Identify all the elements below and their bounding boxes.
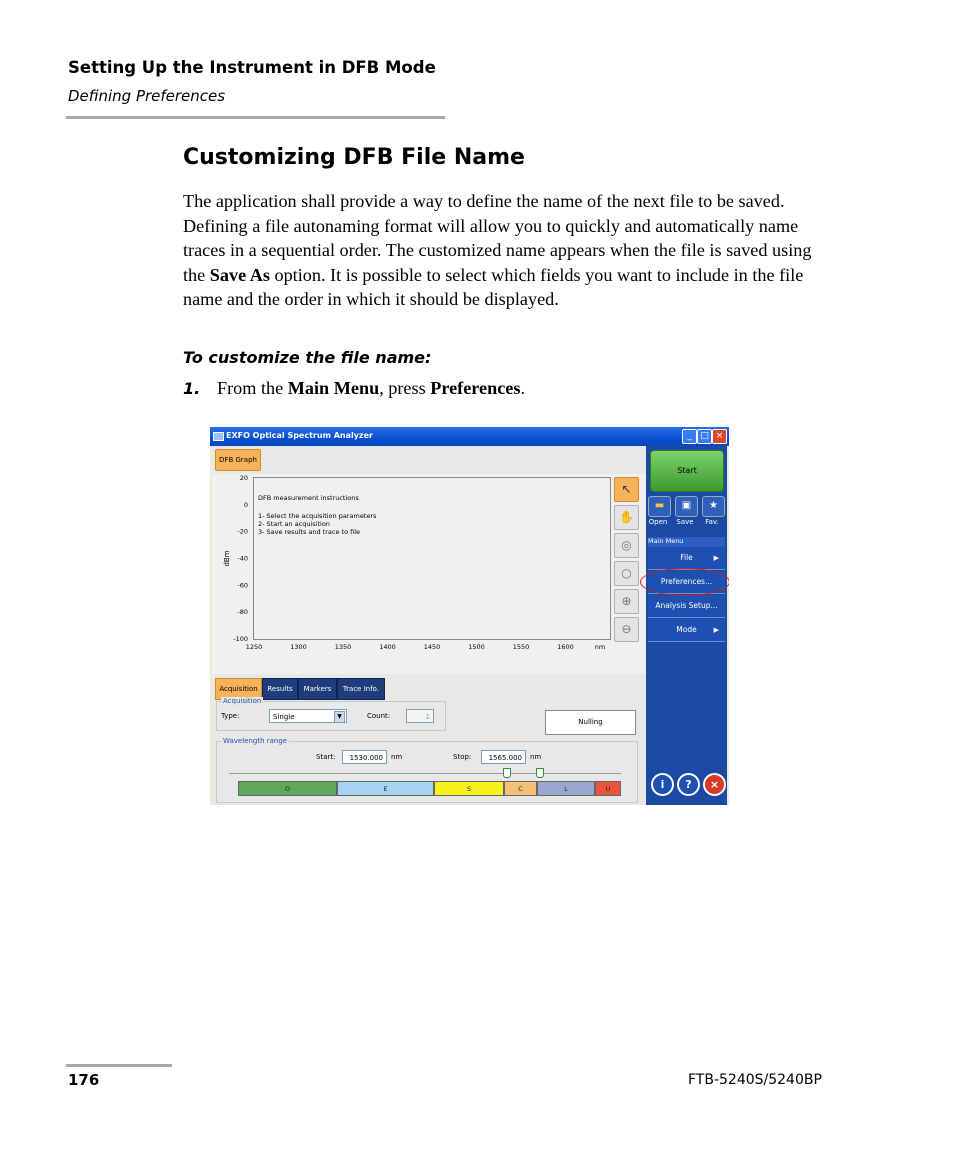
graph-toolbar [612,477,640,649]
stop-slider-handle[interactable] [536,768,544,778]
acquisition-group-label: Acquisition [223,697,262,705]
info-icon: i [660,778,665,791]
band-s: S [434,781,504,796]
x-tick-label: 1300 [290,643,307,651]
bottom-panel [212,674,646,805]
zoom-area-icon[interactable]: ◎ [614,533,639,558]
star-icon: ★ [709,500,718,511]
y-tick-label: -20 [237,527,248,536]
floppy-icon: ▣ [681,500,692,511]
tab-results[interactable]: Results [262,678,298,700]
maximize-button[interactable]: □ [697,429,712,444]
help-icon: ? [685,778,692,791]
y-tick-label: -40 [237,554,248,563]
footer-divider [66,1064,172,1067]
y-tick-label: -80 [237,608,248,617]
band-u: U [595,781,621,796]
menu-item-file[interactable]: File ▶ [648,547,725,570]
page-number: 176 [68,1071,100,1089]
save-label: Save [676,518,694,526]
band-e: E [337,781,434,796]
start-slider-handle[interactable] [503,768,511,778]
x-tick-label: 1350 [334,643,352,651]
sidebar [646,446,727,805]
y-tick-label: 20 [239,474,248,482]
exit-button[interactable] [703,773,726,796]
section-subtitle: Defining Preferences [68,87,226,105]
main-menu-title: Main Menu [648,537,725,547]
type-label: Type: [221,712,240,720]
open-label: Open [648,518,668,526]
y-tick-label: 0 [243,500,248,509]
minimize-button[interactable]: _ [682,429,697,444]
zoom-fit-icon[interactable]: ○ [614,561,639,586]
body-paragraph: The application shall provide a way to define the name of the next file to be saved. Defining a file autonaming format will allow you to quickly and automatically name traces in a sequential order. The customized name appears when the file is saved using the Save As option. It is possible to select which fields you want to include in the file name and the order in which it should be displayed. [183,191,812,310]
highlight-oval [640,568,729,596]
plot-area [253,477,611,640]
instruction-line: 3- Save results and trace to file [258,528,361,536]
count-label: Count: [367,712,391,720]
save-button[interactable] [675,496,698,517]
x-tick-label: 1250 [245,643,263,651]
instructions-heading: DFB measurement instructions [258,494,359,502]
x-tick-label: 1550 [512,643,530,651]
graph-area [212,474,646,674]
x-tick-label: 1400 [379,643,396,651]
start-unit: nm [391,753,403,761]
band-o: O [238,781,337,796]
section-heading: Customizing DFB File Name [183,145,525,170]
menu-item-mode[interactable]: Mode ▶ [648,619,725,642]
header-divider [66,116,445,119]
hand-icon[interactable]: ✋ [614,505,639,530]
x-tick-label: 1500 [468,643,485,651]
arrow-right-icon: ▶ [713,554,719,562]
instruction-line: 2- Start an acquisition [258,520,330,528]
pointer-icon[interactable]: ↖ [614,477,639,502]
stop-label: Stop: [453,753,472,761]
start-wavelength-input[interactable]: 1530.000 [342,750,387,764]
zoom-out-icon[interactable]: ⊖ [614,617,639,642]
open-button[interactable] [648,496,671,517]
tab-trace-info[interactable]: Trace Info. [337,678,385,700]
band-bar [238,781,621,796]
chevron-down-icon: ▼ [334,711,345,723]
close-icon: × [709,778,720,791]
folder-icon: ▬ [654,500,665,511]
band-c: C [504,781,537,796]
start-label: Start: [316,753,336,761]
range-slider-track [229,773,621,774]
y-tick-label: -60 [237,581,248,590]
y-tick-label: -100 [233,635,248,643]
y-axis-label: dBm [223,550,231,567]
x-tick-label: 1450 [423,643,441,651]
instruction-line: 1- Select the acquisition parameters [258,512,377,520]
arrow-right-icon: ▶ [713,626,719,634]
graph-tab-strip [212,446,646,474]
wavelength-group-label: Wavelength range [223,737,288,745]
type-select[interactable]: Single ▼ [269,709,347,723]
tab-markers[interactable]: Markers [298,678,337,700]
app-screenshot [210,427,729,805]
window-title: EXFO Optical Spectrum Analyzer [226,431,373,440]
start-button[interactable]: Start [650,450,724,492]
help-button[interactable] [677,773,700,796]
close-window-button[interactable]: × [712,429,727,444]
step-number: 1. [183,379,201,398]
favorites-button[interactable] [702,496,725,517]
wavelength-group [216,737,638,803]
x-tick-label: 1600 [557,643,574,651]
x-unit-label: nm [594,643,606,651]
window-titlebar [210,427,729,446]
menu-item-preferences[interactable]: Preferences... [648,571,725,594]
zoom-in-icon[interactable]: ⊕ [614,589,639,614]
count-field[interactable]: 1 [406,709,434,723]
app-icon [213,432,224,441]
tab-acquisition[interactable]: Acquisition [215,678,262,700]
fav-label: Fav. [705,518,719,526]
stop-wavelength-input[interactable]: 1565.000 [481,750,526,764]
menu-item-analysis-setup[interactable]: Analysis Setup... [648,595,725,618]
product-model: FTB-5240S/5240BP [688,1072,822,1088]
tab-dfb-graph[interactable]: DFB Graph [215,449,261,471]
stop-unit: nm [530,753,542,761]
acquisition-group [216,697,446,731]
step-text: From the Main Menu, press Preferences. [217,378,525,398]
procedure-title: To customize the file name: [183,348,432,367]
band-l: L [537,781,595,796]
nulling-button[interactable]: Nulling [545,710,636,735]
app-frame [212,446,727,805]
info-button[interactable] [651,773,674,796]
chapter-title: Setting Up the Instrument in DFB Mode [68,58,436,77]
